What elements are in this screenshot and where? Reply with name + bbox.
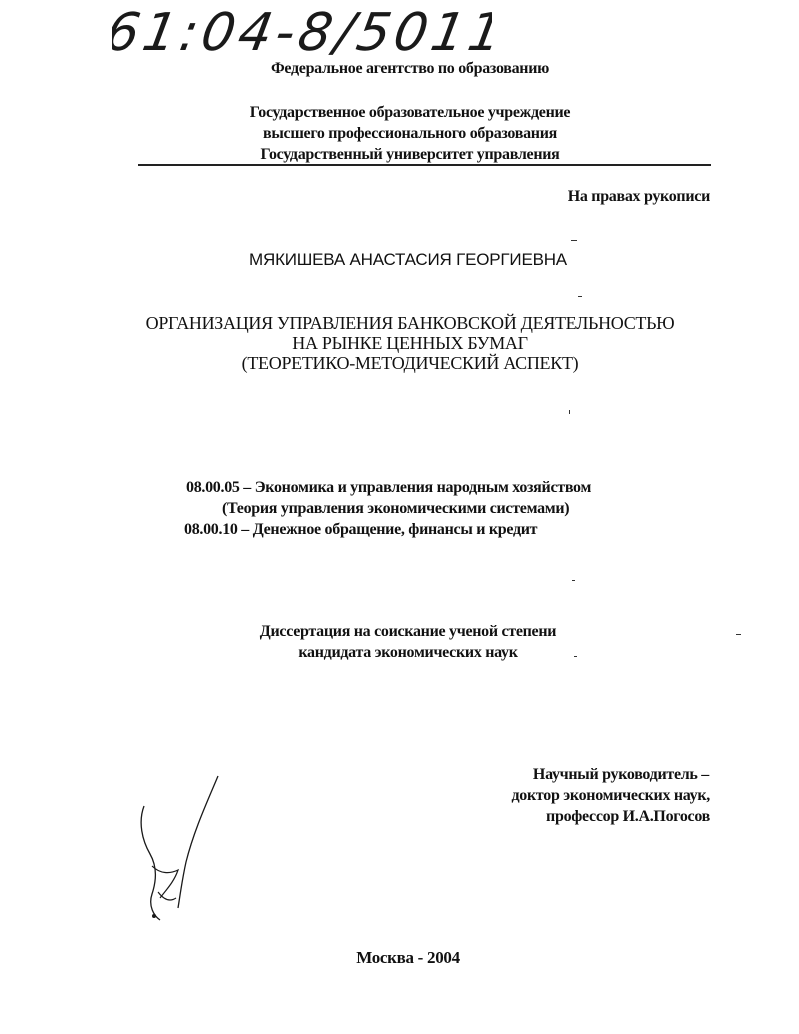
supervisor-line: Научный руководитель –: [532, 766, 709, 783]
institution-line: Государственное образовательное учреждение: [249, 104, 571, 121]
scan-speck: [571, 240, 577, 241]
city-year: Москва - 2004: [356, 948, 460, 967]
signature-svg: [130, 770, 230, 940]
institution-line: Государственный университет управления: [260, 146, 560, 163]
specialty-line: 08.00.05 – Экономика и управления народным хозяйством: [186, 479, 592, 496]
manuscript-note: На правах рукописи: [567, 188, 710, 205]
header-divider: [138, 164, 711, 166]
title-line: ОРГАНИЗАЦИЯ УПРАВЛЕНИЯ БАНКОВСКОЙ ДЕЯТЕЛЬНОСТЬЮ: [145, 313, 675, 333]
title-line: (ТЕОРЕТИКО-МЕТОДИЧЕСКИЙ АСПЕКТ): [241, 353, 579, 373]
scan-speck: [578, 296, 582, 297]
scan-speck: [572, 580, 575, 581]
supervisor-line: профессор И.А.Погосов: [546, 808, 710, 825]
archive-code-handwritten: [112, 0, 492, 62]
signature: [130, 770, 230, 940]
archive-code-svg: [112, 0, 492, 62]
scan-speck: [569, 410, 570, 414]
institution-block: [0, 102, 799, 165]
specialty-codes: [186, 477, 591, 540]
specialty-line: (Теория управления экономическими системами): [222, 500, 570, 517]
degree-line: кандидата экономических наук: [298, 644, 518, 661]
dissertation-title: [0, 313, 799, 373]
archive-code-text: 61:04-8/5011: [112, 2, 492, 62]
degree-statement: [0, 621, 799, 663]
scan-speck: [574, 656, 577, 657]
title-line: НА РЫНКЕ ЦЕННЫХ БУМАГ: [292, 333, 528, 353]
institution-line: высшего профессионального образования: [263, 125, 557, 142]
degree-line: Диссертация на соискание ученой степени: [259, 623, 557, 640]
specialty-line: 08.00.10 – Денежное обращение, финансы и кредит: [184, 521, 538, 538]
author-name: МЯКИШЕВА АНАСТАСИЯ ГЕОРГИЕВНА: [249, 250, 567, 269]
agency-name: Федеральное агентство по образованию: [270, 60, 550, 77]
scan-speck: [736, 634, 741, 635]
supervisor-block: [512, 764, 711, 827]
supervisor-line: доктор экономических наук,: [511, 787, 710, 804]
